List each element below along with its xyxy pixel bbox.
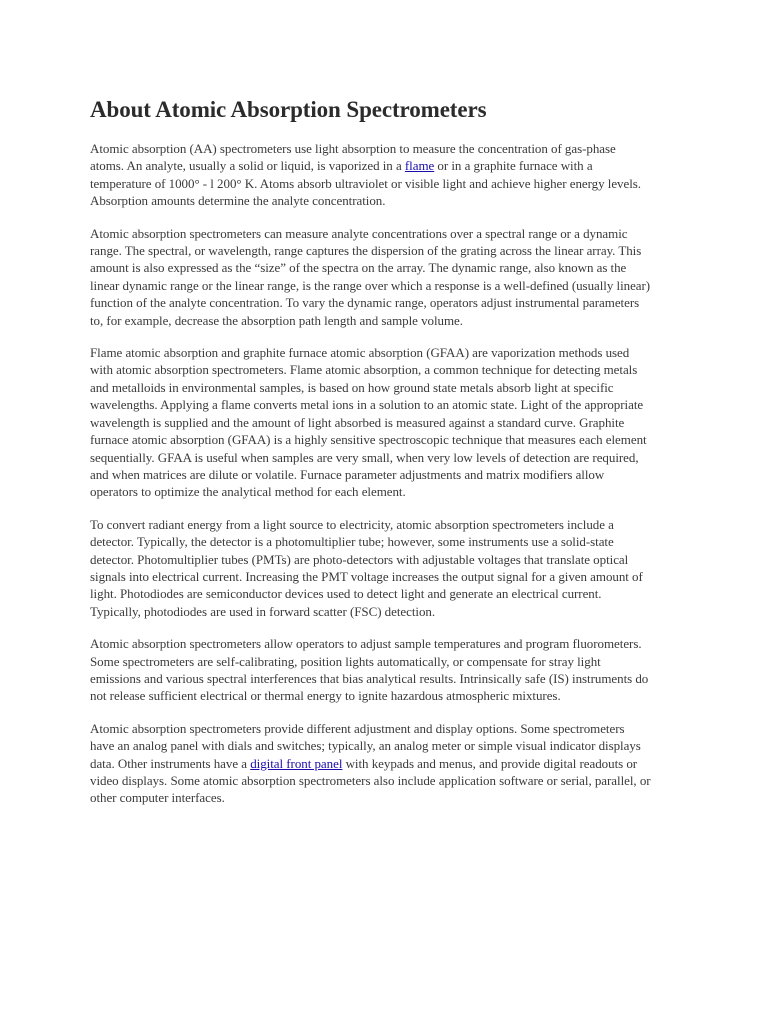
paragraph-text: with keypads and menus, and provide digital readouts or video displays. Some atomic absorption spectrometers also include application software or serial, parallel, or other computer interfaces. <box>90 755 651 806</box>
paragraph-features: Atomic absorption spectrometers allow operators to adjust sample temperatures and program fluorometers. Some spectrometers are self-calibrating, position lights automatically, or compensate for stray light emissions and various spectral interferences that bias analytical results. Intrinsically safe (IS) instruments do not release sufficient electrical or thermal energy to ignite hazardous atmospheric mixtures. <box>90 636 649 704</box>
paragraph-display-options <box>90 720 652 807</box>
document-page <box>90 95 652 822</box>
flame-link[interactable]: flame <box>404 158 435 174</box>
paragraph-text: or in a graphite furnace with a temperature of 1000° - l 200° K. Atoms absorb ultraviolet or visible light and achieve higher energy levels. Absorption amounts determine the analyte concentration. <box>90 158 641 209</box>
paragraph-text: Atomic absorption spectrometers provide different adjustment and display options. Some spectrometers have an analog panel with dials and switches; typically, an analog meter or simple visual indicator displays data. Other instruments have a <box>90 720 641 771</box>
digital-front-panel-link[interactable]: digital front panel <box>250 755 343 771</box>
paragraph-text: Atomic absorption (AA) spectrometers use light absorption to measure the concentration of gas-phase atoms. An analyte, usually a solid or liquid, is vaporized in a <box>90 141 616 174</box>
paragraph-detectors: To convert radiant energy from a light source to electricity, atomic absorption spectrometers include a detector. Typically, the detector is a photomultiplier tube; however, some instruments use a solid-state detector. Photomultiplier tubes (PMTs) are photo-detectors with adjustable voltages that translate optical signals into electrical current. Increasing the PMT voltage increases the output signal for a given amount of light. Photodiodes are semiconductor devices used to detect light and generate an electrical current. Typically, photodiodes are used in forward scatter (FSC) detection. <box>90 516 643 619</box>
paragraph-intro <box>90 140 652 210</box>
paragraph-vaporization: Flame atomic absorption and graphite furnace atomic absorption (GFAA) are vaporization methods used with atomic absorption spectrometers. Flame atomic absorption, a common technique for detecting metals and metalloids in environmental samples, is based on how ground state metals absorb light at specific wavelengths. Applying a flame converts metal ions in a solution to an atomic state. Light of the appropriate wavelength is supplied and the amount of light absorbed is measured against a standard curve. Graphite furnace atomic absorption (GFAA) is a highly sensitive spectroscopic technique that measures each element sequentially. GFAA is useful when samples are very small, when very low levels of detection are required, and when matrices are dilute or volatile. Furnace parameter adjustments and matrix modifiers allow operators to optimize the analytical method for each element. <box>90 345 647 500</box>
paragraph-ranges: Atomic absorption spectrometers can measure analyte concentrations over a spectral range or a dynamic range. The spectral, or wavelength, range captures the dispersion of the grating across the linear array. This amount is also expressed as the “size” of the spectra on the array. The dynamic range, also known as the linear dynamic range or the linear range, is the range over which a response is a well-defined (usually linear) function of the analyte concentration. To vary the dynamic range, operators adjust instrumental parameters to, for example, decrease the absorption path length and sample volume. <box>90 225 651 328</box>
page-title: About Atomic Absorption Spectrometers <box>90 97 487 122</box>
